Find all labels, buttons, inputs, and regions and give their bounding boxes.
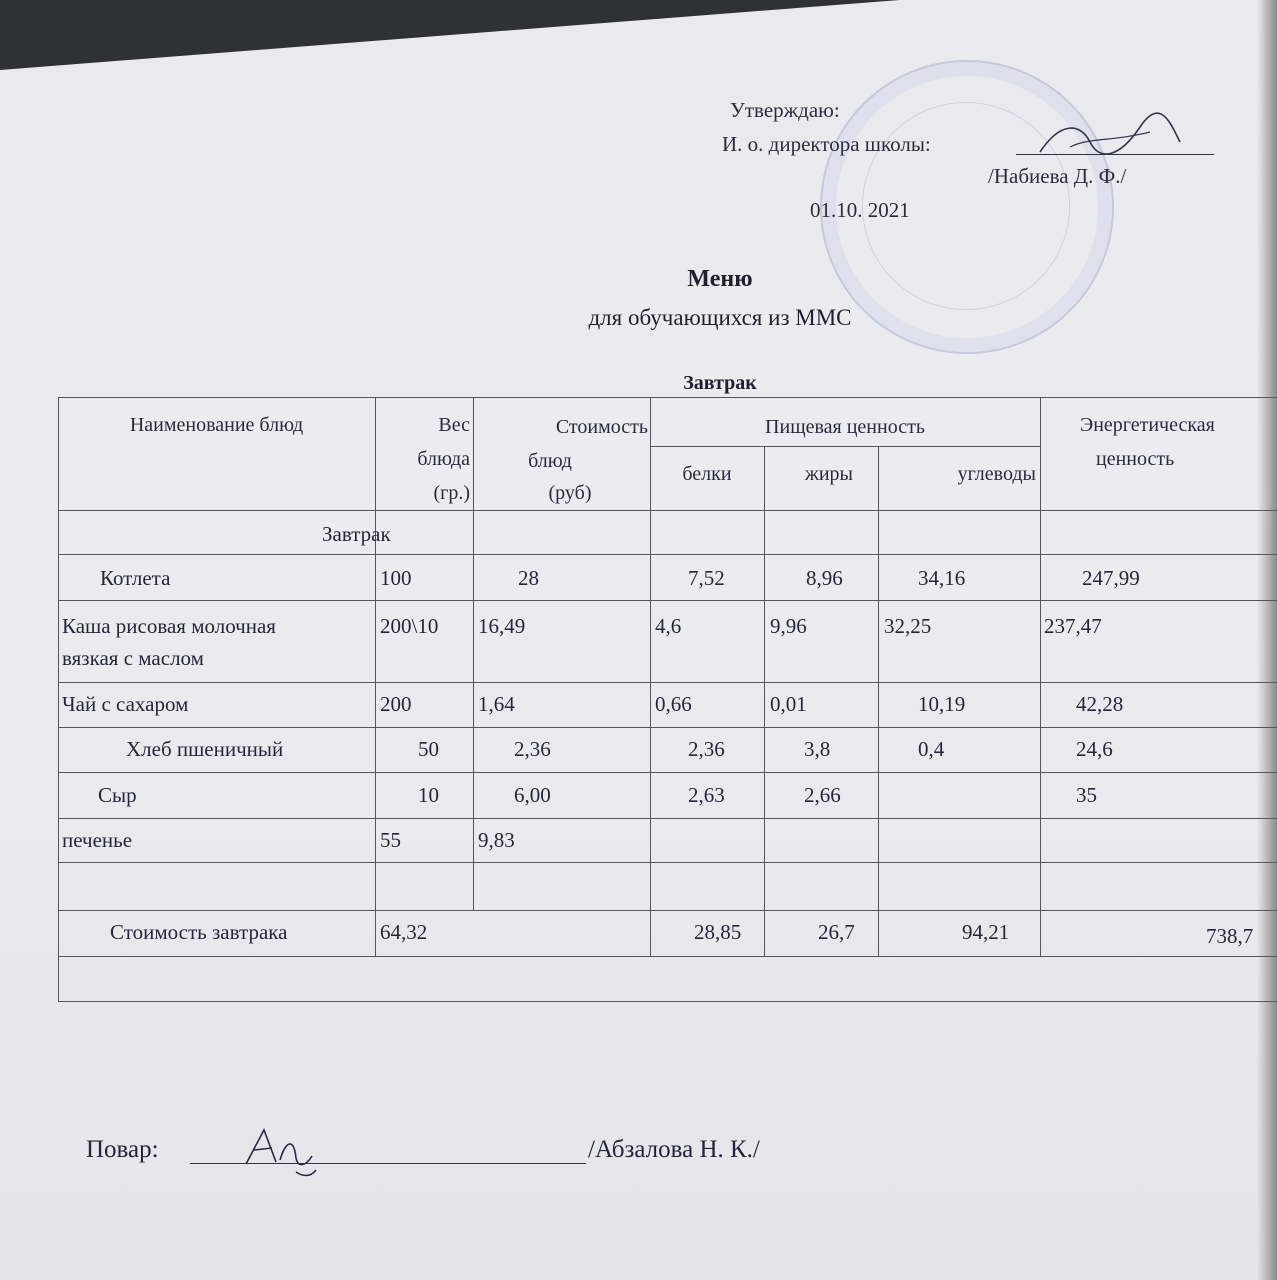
row-1-name: Котлета xyxy=(100,566,171,590)
row-5-cost: 6,00 xyxy=(514,783,551,807)
row-3-fats: 0,01 xyxy=(770,692,807,716)
row-2-energy: 237,47 xyxy=(1044,614,1102,638)
row-1-proteins: 7,52 xyxy=(688,566,725,590)
row-4-weight: 50 xyxy=(418,737,439,761)
row-4-fats: 3,8 xyxy=(804,737,831,761)
cook-name: /Абзалова Н. К./ xyxy=(588,1136,760,1163)
row-2-weight: 200\10 xyxy=(380,614,439,638)
header-cost-line2: блюд xyxy=(528,450,572,472)
row-3-carbs: 10,19 xyxy=(918,692,966,716)
row-1-carbs: 34,16 xyxy=(918,566,966,590)
row-3-energy: 42,28 xyxy=(1076,692,1124,716)
row-4-energy: 24,6 xyxy=(1076,737,1113,761)
page-title: Меню xyxy=(687,266,753,292)
total-fats: 26,7 xyxy=(818,920,855,944)
header-fats: жиры xyxy=(805,463,853,485)
header-dish: Наименование блюд xyxy=(129,414,304,436)
row-2-proteins: 4,6 xyxy=(655,614,682,638)
total-proteins: 28,85 xyxy=(694,920,742,944)
header-cost-line1: Стоимость xyxy=(555,416,648,438)
row-4-name: Хлеб пшеничный xyxy=(126,737,284,761)
meal-title: Завтрак xyxy=(683,372,757,394)
row-5-proteins: 2,63 xyxy=(688,783,725,807)
row-3-proteins: 0,66 xyxy=(655,692,692,716)
row-6-cost: 9,83 xyxy=(478,828,515,852)
approve-label: Утверждаю: xyxy=(730,98,840,122)
header-proteins: белки xyxy=(682,463,732,485)
header-energy-line2: ценность xyxy=(1096,448,1175,470)
row-2-name: Каша рисовая молочная xyxy=(62,614,276,638)
header-weight-line1: Вес xyxy=(438,414,470,436)
row-5-name: Сыр xyxy=(98,783,137,807)
row-6-weight: 55 xyxy=(380,828,401,852)
row-2-name-line2: вязкая с маслом xyxy=(62,646,204,670)
row-2-carbs: 32,25 xyxy=(884,614,932,638)
row-1-fats: 8,96 xyxy=(806,566,843,590)
header-weight-line2: блюда xyxy=(417,448,470,470)
row-4-carbs: 0,4 xyxy=(918,737,945,761)
row-2-cost: 16,49 xyxy=(478,614,526,638)
header-carbs: углеводы xyxy=(957,463,1036,485)
row-2-fats: 9,96 xyxy=(770,614,807,638)
row-3-name: Чай с сахаром xyxy=(62,692,189,716)
row-1-weight: 100 xyxy=(380,566,412,590)
row-4-cost: 2,36 xyxy=(514,737,551,761)
section-label: Завтрак xyxy=(322,522,391,546)
row-4-proteins: 2,36 xyxy=(688,737,725,761)
header-nutrition: Пищевая ценность xyxy=(765,416,925,438)
total-energy: 738,7 xyxy=(1206,924,1254,948)
approval-date: 01.10. 2021 xyxy=(810,198,910,222)
header-energy-line1: Энергетическая xyxy=(1080,414,1215,436)
row-1-energy: 247,99 xyxy=(1082,566,1140,590)
header-weight-line3: (гр.) xyxy=(433,482,470,504)
row-6-name: печенье xyxy=(62,828,133,852)
cook-signature xyxy=(236,1120,326,1180)
row-5-fats: 2,66 xyxy=(804,783,841,807)
row-3-weight: 200 xyxy=(380,692,412,716)
director-name: /Набиева Д. Ф./ xyxy=(988,164,1127,188)
row-3-cost: 1,64 xyxy=(478,692,515,716)
director-label: И. о. директора школы: xyxy=(722,132,931,156)
row-5-weight: 10 xyxy=(418,783,439,807)
row-1-cost: 28 xyxy=(518,566,539,590)
total-cost: 64,32 xyxy=(380,920,428,944)
header-cost-line3: (руб) xyxy=(548,482,592,504)
total-carbs: 94,21 xyxy=(962,920,1010,944)
cook-label: Повар: xyxy=(86,1136,159,1163)
row-5-energy: 35 xyxy=(1076,783,1097,807)
total-label: Стоимость завтрака xyxy=(110,920,288,944)
page-subtitle: для обучающихся из ММС xyxy=(588,305,852,330)
